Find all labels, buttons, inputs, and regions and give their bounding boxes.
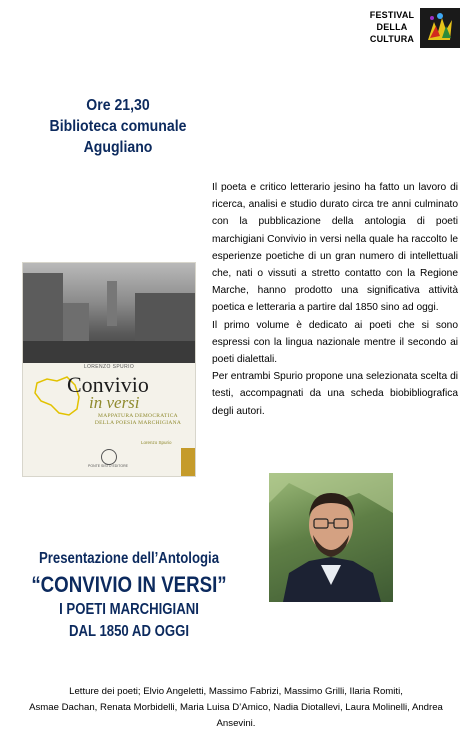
book-cover: [22, 262, 196, 477]
readers-line: Letture dei poeti; Elvio Angeletti, Massimo Fabrizi, Massimo Grilli, Ilaria Romiti,: [69, 686, 403, 697]
description-paragraph: Il poeta e critico letterario jesino ha fatto un lavoro di ricerca, analisi e studio durato circa tre anni culminato con la pubblicazione della antologia di poeti marchigiani Convivio in versi nella quale ha raccolto le esperienze poetiche di un gran numero di intellettuali che, nati o vissuti a stretto contatto con la Regione Marche, hanno prodotto una significativa attività poetica e letteraria a partire dal 1850 sino ad oggi.: [212, 182, 458, 314]
presentation-subtitle: I POETI MARCHIGIANI: [59, 601, 199, 618]
book-title-italic: in versi: [89, 393, 140, 412]
festival-line: FESTIVAL: [369, 10, 415, 20]
festival-logo: [420, 8, 460, 48]
book-subtitle-line: MAPPATURA DEMOCRATICA: [98, 413, 178, 419]
publisher-seal-icon: [101, 449, 117, 465]
author-portrait: [269, 473, 393, 602]
festival-line: DELLA: [376, 22, 408, 32]
description-paragraph: Il primo volume è dedicato ai poeti che si sono espressi con la lingua nazionale mentre il secondo ai poeti dialettali.: [212, 319, 458, 366]
readers-line: Asmae Dachan, Renata Morbidelli, Maria Luisa D’Amico, Nadia Diotallevi, Laura Molinelli, Andrea Ansevini.: [29, 702, 443, 729]
book-author: Lorenzo Spurio: [141, 440, 172, 445]
presentation-intro: Presentazione dell’Antologia: [38, 550, 220, 567]
event-time: Ore 21,30: [86, 97, 150, 114]
book-subtitle-line: DELLA POESIA MARCHIGIANA: [94, 420, 182, 426]
book-cover-photo: [23, 263, 195, 363]
event-town: Agugliano: [83, 139, 153, 156]
book-curator: LORENZO SPURIO: [83, 364, 135, 370]
presentation-title-block: [14, 548, 244, 643]
presentation-subtitle: DAL 1850 AD OGGI: [68, 623, 190, 640]
event-description: [212, 179, 458, 420]
festival-name: [362, 9, 422, 45]
readers-list: [10, 684, 462, 732]
description-paragraph: Per entrambi Spurio propone una selezionata scelta di testi, accompagnati da una scheda biobibliografica degli autori.: [212, 371, 458, 417]
book-title: Convivio: [67, 372, 149, 397]
book-publisher: PONTE SISTO EDITORE: [88, 464, 128, 468]
event-info: [30, 95, 206, 158]
festival-line: CULTURA: [369, 34, 415, 44]
presentation-title: “CONVIVIO IN VERSI”: [31, 572, 227, 597]
book-cover-stripe: [181, 448, 195, 476]
event-venue: Biblioteca comunale: [49, 118, 187, 135]
book-subtitle: [83, 413, 193, 427]
